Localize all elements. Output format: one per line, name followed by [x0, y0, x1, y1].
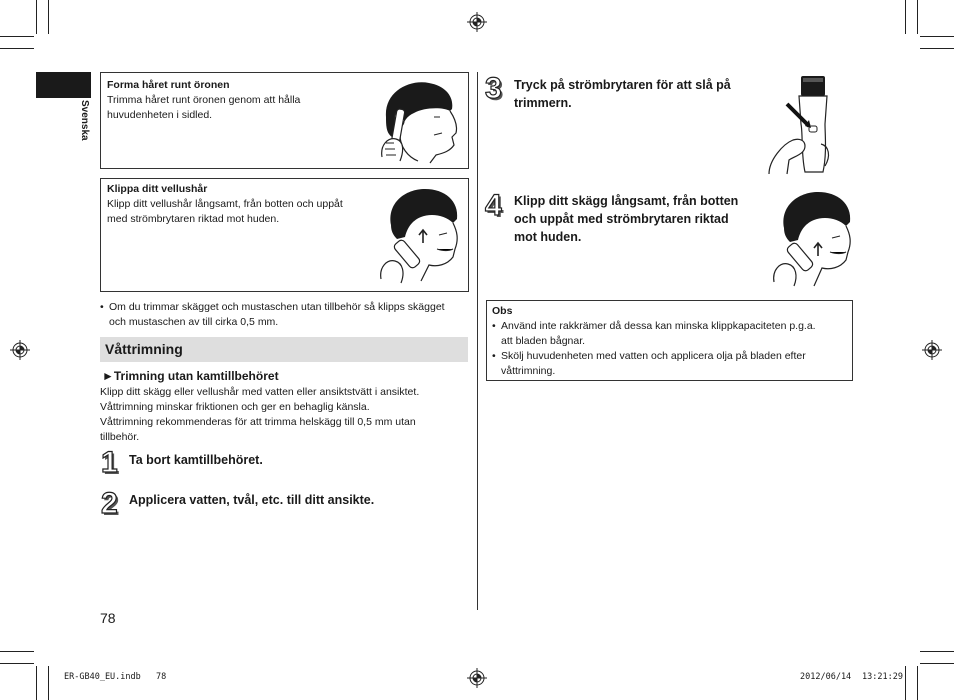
step-text — [129, 451, 263, 469]
crop-mark — [920, 663, 954, 664]
notice-line: Skölj huvudenheten med vatten och applicera olja på bladen efter — [501, 350, 806, 362]
body-line: Våttrimning minskar friktionen och ger en behaglig känsla. — [100, 401, 370, 413]
box-text — [107, 197, 343, 227]
footer-date: 2012/06/14 — [800, 672, 852, 682]
crop-mark — [0, 36, 34, 37]
body-line: tillbehör. — [100, 431, 140, 443]
crop-mark — [905, 666, 906, 700]
step-line: Applicera vatten, tvål, etc. till ditt ansikte. — [129, 493, 375, 507]
ear-trimming-illustration — [374, 77, 464, 165]
column-divider — [477, 72, 478, 610]
crop-mark — [0, 651, 34, 652]
box-text-line: med strömbrytaren riktad mot huden. — [107, 213, 280, 225]
crop-mark — [48, 666, 49, 700]
notice-box — [486, 300, 853, 381]
note-line: och mustaschen av till cirka 0,5 mm. — [109, 316, 279, 328]
box-text-line: Trimma håret runt öronen genom att hålla — [107, 94, 301, 106]
notice-line: Använd inte rakkrämer då dessa kan minska klippkapaciteten p.g.a. — [501, 320, 816, 332]
tip-box-vellus — [100, 178, 469, 292]
step-line: Tryck på strömbrytaren för att slå på — [514, 78, 731, 92]
notice-line: våttrimning. — [501, 365, 556, 377]
crop-mark — [920, 651, 954, 652]
crop-mark — [48, 0, 49, 34]
box-title: Forma håret runt öronen — [107, 79, 230, 91]
crop-mark — [0, 48, 34, 49]
registration-mark-icon — [10, 340, 30, 360]
footer-file: ER-GB40_EU.indb — [64, 672, 141, 682]
step-line: mot huden. — [514, 230, 582, 244]
bullet: • — [492, 320, 496, 332]
step-number: 1 — [101, 446, 118, 479]
section-header — [100, 337, 468, 362]
box-text-line: huvudenheten i sidled. — [107, 109, 213, 121]
step-text — [514, 192, 738, 246]
body-line: Klipp ditt skägg eller vellushår med vatten eller ansiktstvätt i ansiktet. — [100, 386, 420, 398]
step-line: Ta bort kamtillbehöret. — [129, 453, 263, 467]
language-label-text: Svenska — [79, 100, 90, 141]
box-text — [107, 93, 300, 123]
trimmer-power-illustration — [765, 74, 837, 178]
trimming-note — [100, 300, 472, 330]
step-number: 3 — [485, 72, 502, 105]
box-text-line: Klipp ditt vellushår långsamt, från botten och uppåt — [107, 198, 343, 210]
step-text — [514, 76, 731, 112]
crop-mark — [36, 0, 37, 34]
crop-mark — [36, 666, 37, 700]
bullet: • — [492, 350, 496, 362]
footer-page: 78 — [156, 672, 167, 682]
registration-mark-icon — [922, 340, 942, 360]
registration-mark-icon — [467, 12, 487, 32]
step-number: 4 — [485, 189, 502, 222]
beard-trimming-illustration — [768, 190, 854, 288]
subsection-body — [100, 385, 472, 445]
step-line: Klipp ditt skägg långsamt, från botten — [514, 194, 739, 208]
notice-line: att bladen bågnar. — [501, 335, 586, 347]
step-line: trimmern. — [514, 96, 572, 110]
notice-title: Obs — [492, 305, 513, 317]
section-title: Våttrimning — [105, 341, 183, 357]
notice-list — [492, 319, 848, 379]
box-title: Klippa ditt vellushår — [107, 183, 208, 195]
notice-item — [492, 319, 848, 349]
crop-mark — [917, 0, 918, 34]
bullet: • — [100, 301, 104, 313]
notice-item — [492, 349, 848, 379]
subsection-title: ►Trimning utan kamtillbehöret — [102, 369, 279, 383]
registration-mark-icon — [467, 668, 487, 688]
step-number: 2 — [101, 487, 118, 520]
tip-box-ears — [100, 72, 469, 169]
crop-mark — [917, 666, 918, 700]
page-number: 78 — [100, 610, 116, 626]
footer-time: 13:21:29 — [862, 672, 903, 682]
note-line: Om du trimmar skägget och mustaschen utan tillbehör så klipps skägget — [109, 301, 445, 313]
crop-mark — [905, 0, 906, 34]
body-line: Våttrimning rekommenderas för att trimma helskägg till 0,5 mm utan — [100, 416, 416, 428]
language-tab — [36, 72, 91, 98]
crop-mark — [920, 48, 954, 49]
step-text — [129, 491, 374, 509]
vellus-trimming-illustration — [373, 185, 465, 285]
crop-mark — [0, 663, 34, 664]
language-label — [72, 100, 96, 160]
step-line: och uppåt med strömbrytaren riktad — [514, 212, 729, 226]
crop-mark — [920, 36, 954, 37]
